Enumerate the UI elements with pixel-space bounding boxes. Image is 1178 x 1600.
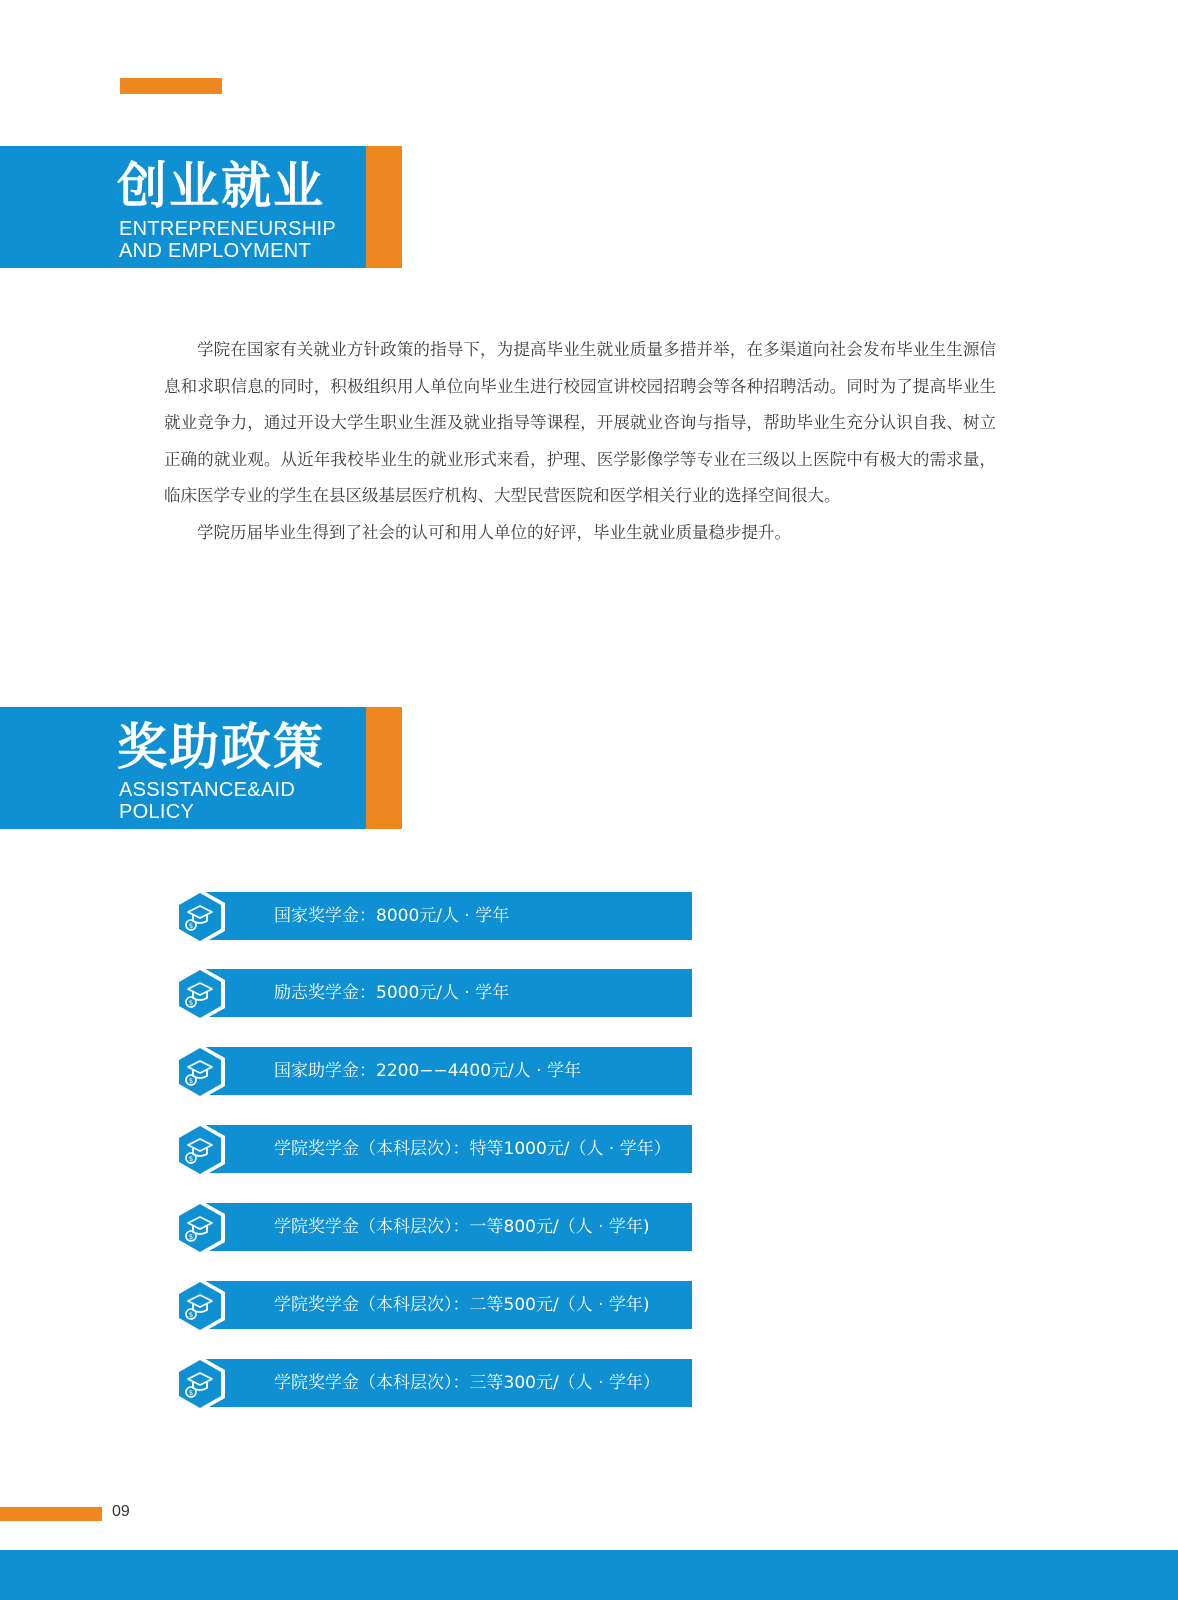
- aid-item-label: 学院奖学金（本科层次）：二等500元/（人 · 学年): [274, 1295, 650, 1315]
- aid-item-label: 励志奖学金：5000元/人 · 学年: [274, 983, 510, 1003]
- aid-item-label: 学院奖学金（本科层次）：三等300元/（人 · 学年）: [274, 1373, 660, 1393]
- graduation-cap-coin-icon: [174, 1199, 226, 1257]
- employment-paragraph: 学院历届毕业生得到了社会的认可和用人单位的好评，毕业生就业质量稳步提升。: [197, 522, 791, 542]
- aid-item-label: 国家奖学金：8000元/人 · 学年: [274, 906, 510, 926]
- aid-item: [174, 1277, 694, 1331]
- header-orange-block: [366, 707, 402, 829]
- svg-text:$: $: [188, 1155, 194, 1163]
- graduation-cap-coin-icon: [174, 888, 226, 946]
- svg-text:$: $: [188, 1077, 194, 1085]
- footer-band: [0, 1550, 1178, 1600]
- graduation-cap-coin-icon: [174, 1121, 226, 1179]
- page-number-bar: [0, 1507, 102, 1521]
- section-title-en-line1: ASSISTANCE&AID: [119, 779, 296, 801]
- aid-item-bar: [206, 892, 692, 940]
- aid-item: [174, 1199, 694, 1253]
- svg-text:$: $: [188, 922, 194, 930]
- aid-item-label: 学院奖学金（本科层次）：特等1000元/（人 · 学年）: [274, 1139, 671, 1159]
- section-title-zh: 奖助政策: [117, 718, 325, 776]
- aid-item-bar: [206, 1281, 692, 1329]
- aid-item-label: 学院奖学金（本科层次）：一等800元/（人 · 学年): [274, 1217, 650, 1237]
- aid-item-bar: [206, 1125, 692, 1173]
- section-title-en-line2: POLICY: [119, 801, 195, 823]
- section-header-aid-policy: [0, 707, 402, 829]
- aid-item-bar: [206, 969, 692, 1017]
- aid-item: [174, 888, 694, 942]
- page-number: 09: [112, 1503, 130, 1520]
- svg-text:$: $: [188, 999, 194, 1007]
- graduation-cap-coin-icon: [174, 1277, 226, 1335]
- section-title-en: [119, 779, 295, 823]
- aid-item-bar: [206, 1047, 692, 1095]
- aid-item-bar: [206, 1359, 692, 1407]
- section-title-en-line1: ENTREPRENEURSHIP: [119, 218, 337, 240]
- graduation-cap-coin-icon: [174, 1355, 226, 1413]
- svg-text:$: $: [188, 1233, 194, 1241]
- top-accent-bar: [120, 78, 222, 94]
- employment-text: [164, 332, 996, 552]
- aid-item: [174, 1355, 694, 1409]
- svg-text:$: $: [188, 1311, 194, 1319]
- aid-item-label: 国家助学金：2200−−4400元/人 · 学年: [274, 1061, 581, 1081]
- aid-item-bar: [206, 1203, 692, 1251]
- header-orange-block: [366, 146, 402, 268]
- aid-item: [174, 965, 694, 1019]
- aid-item: [174, 1121, 694, 1175]
- employment-paragraph: 学院在国家有关就业方针政策的指导下，为提高毕业生就业质量多措并举，在多渠道向社会发布毕业生生源信息和求职信息的同时，积极组织用人单位向毕业生进行校园宣讲校园招聘会等各种招聘活动。同时为了提高毕业生就业竞争力，通过开设大学生职业生涯及就业指导等课程，开展就业咨询与指导，帮助毕业生充分认识自我、树立正确的就业观。从近年我校毕业生的就业形式来看，护理、医学影像学等专业在三级以上医院中有极大的需求量，临床医学专业的学生在县区级基层医疗机构、大型民营医院和医学相关行业的选择空间很大。: [164, 340, 996, 506]
- section-title-zh: 创业就业: [117, 157, 325, 215]
- section-title-en: [119, 218, 336, 262]
- svg-text:$: $: [188, 1389, 194, 1397]
- section-header-employment: [0, 146, 402, 268]
- section-title-en-line2: AND EMPLOYMENT: [119, 240, 312, 262]
- graduation-cap-coin-icon: [174, 965, 226, 1023]
- graduation-cap-coin-icon: [174, 1043, 226, 1101]
- aid-item: [174, 1043, 694, 1097]
